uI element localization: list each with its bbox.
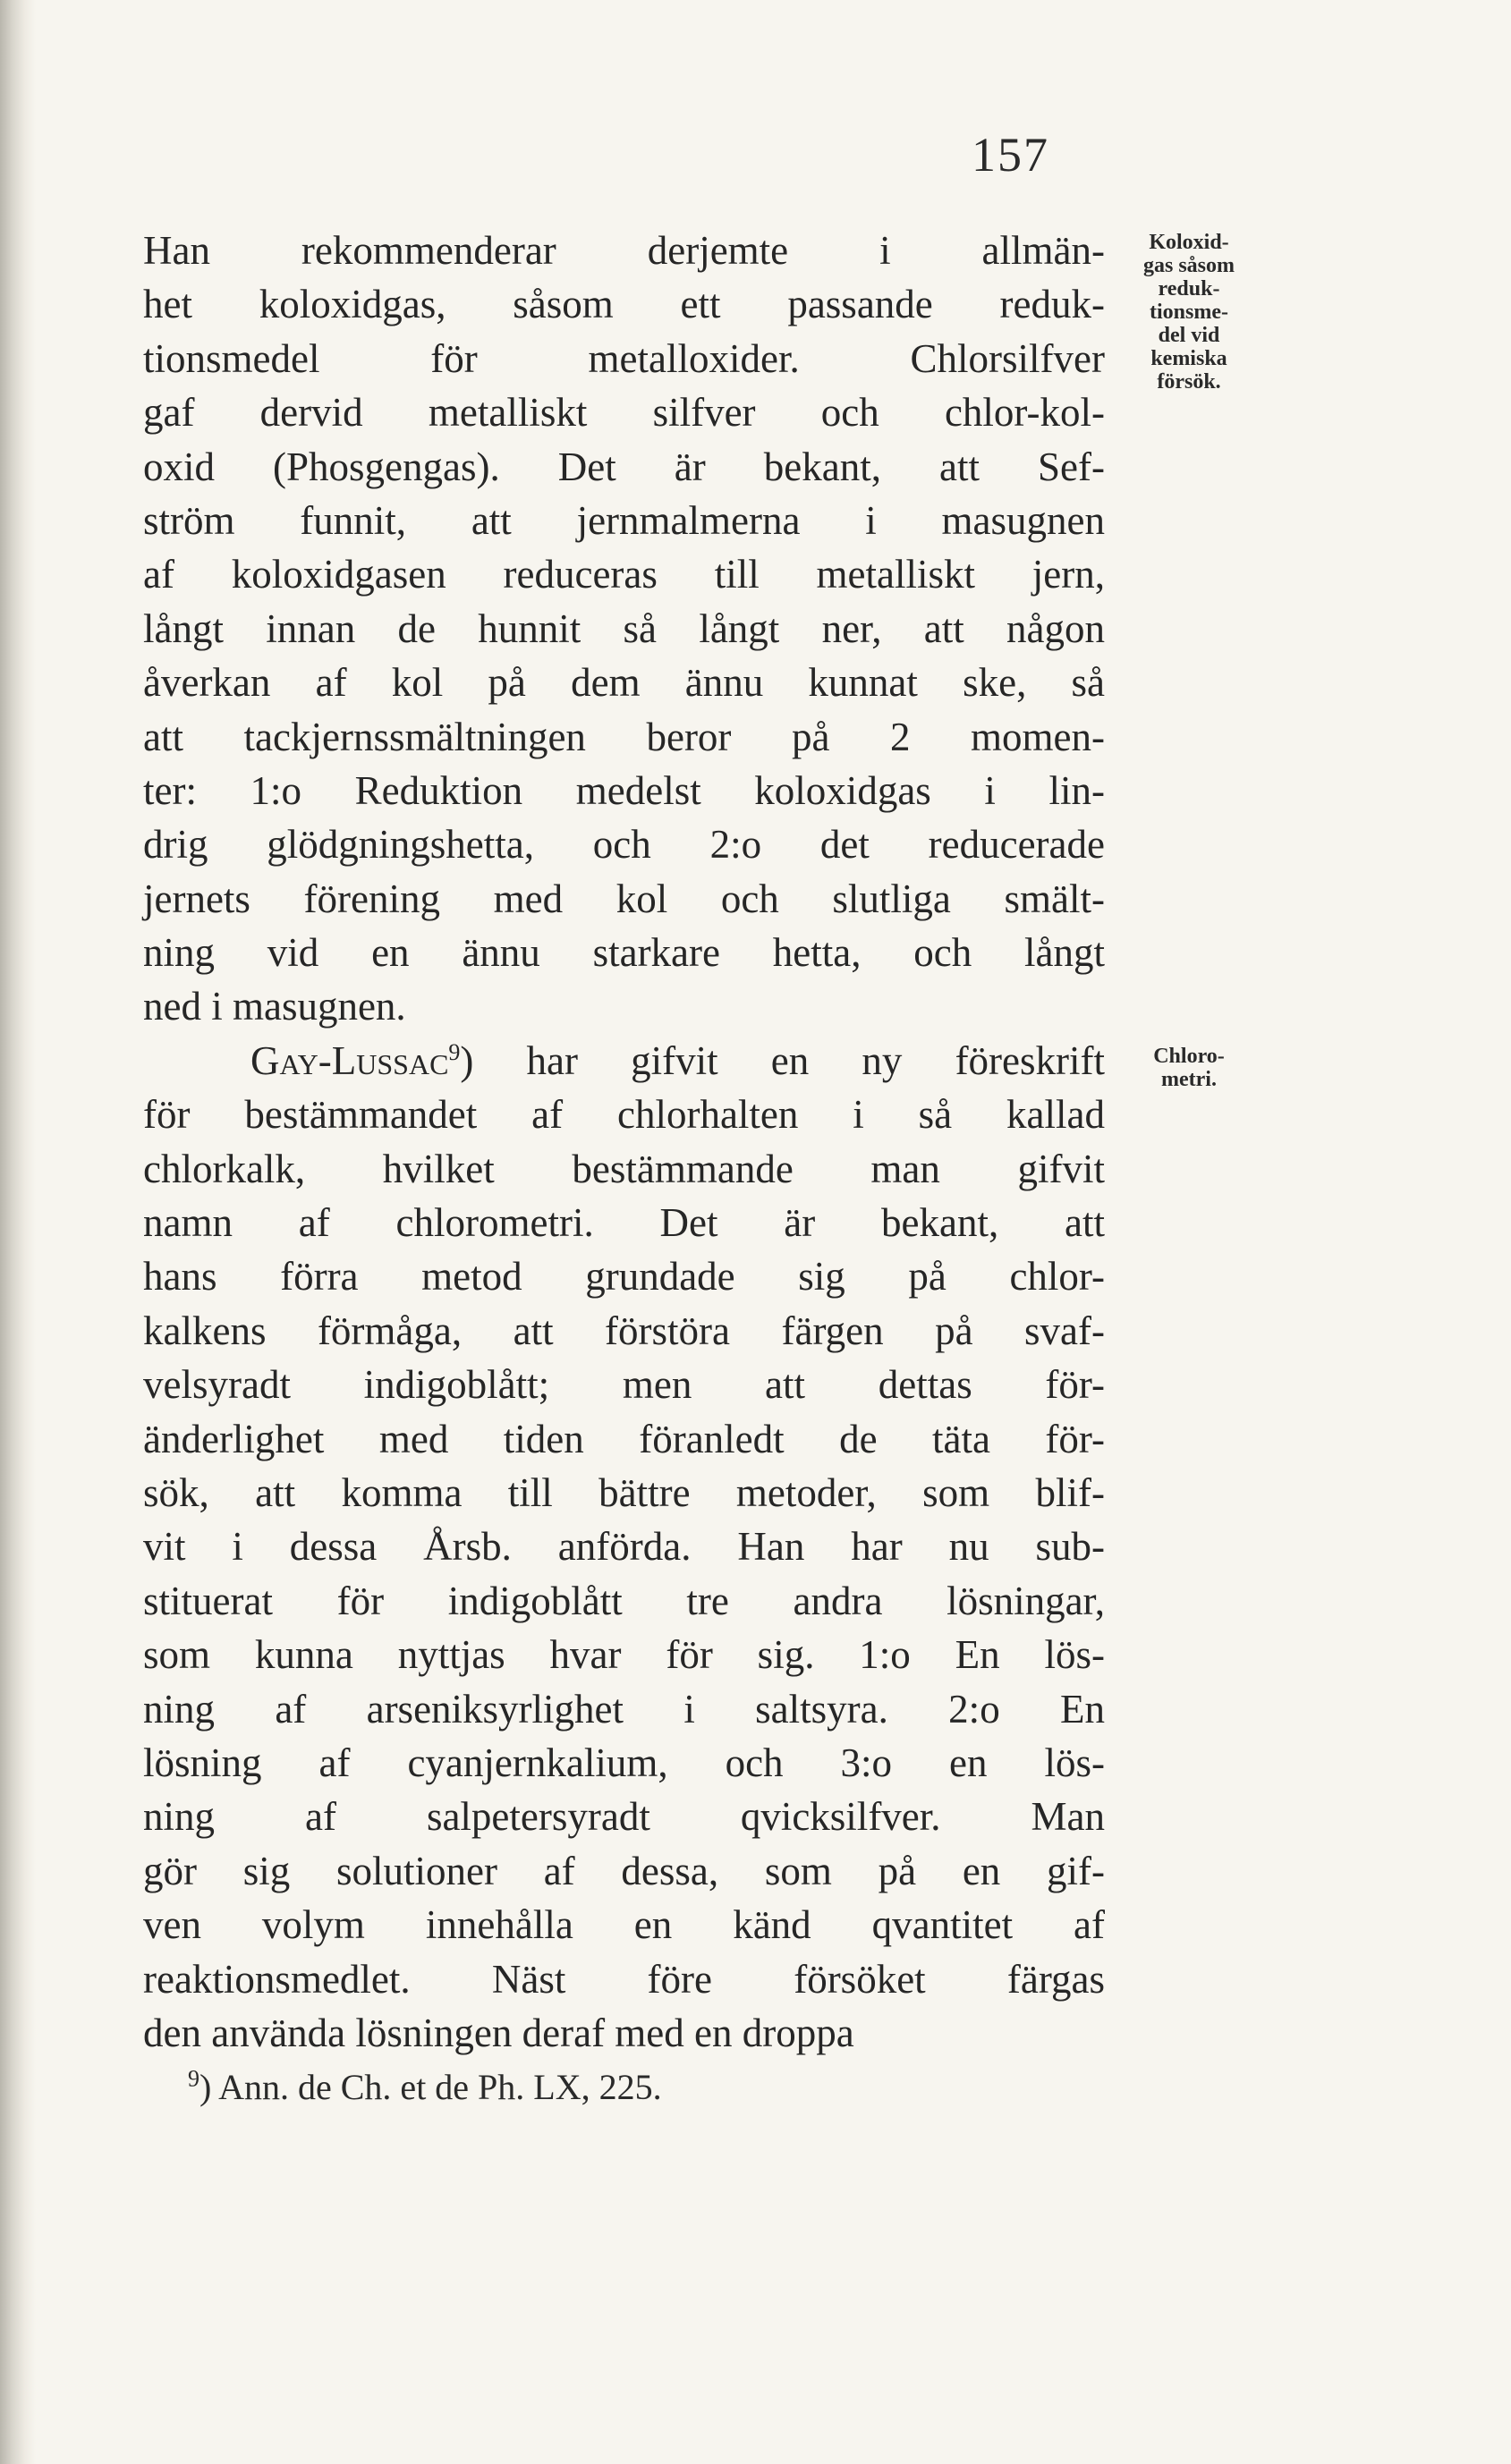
- footnote-marker: 9: [188, 2065, 199, 2092]
- text-line: att tackjernssmältningen beror på 2 momen-: [143, 714, 1105, 759]
- text-line: åverkan af kol på dem ännu kunnat ske, så: [143, 660, 1105, 706]
- footnote-reference: 9: [448, 1038, 461, 1065]
- text-line: ning af arseniksyrlighet i saltsyra. 2:o En: [143, 1686, 1105, 1732]
- text-line: ning af salpetersyradt qvicksilfver. Man: [143, 1794, 1105, 1840]
- text-line: änderlighet med tiden föranledt de täta för-: [143, 1416, 1105, 1461]
- text-line: gaf dervid metalliskt silfver och chlor-kol-: [143, 390, 1105, 436]
- text-line: ning vid en ännu starkare hetta, och långt: [143, 930, 1105, 976]
- margin-note-line: reduk-: [1158, 277, 1220, 301]
- margin-note-line: metri.: [1161, 1068, 1217, 1091]
- author-name: Gay-Lussac: [250, 1037, 449, 1083]
- margin-note-line: kemiska: [1150, 347, 1227, 370]
- text-line: het koloxidgas, såsom ett passande reduk-: [143, 282, 1105, 327]
- text-line: chlorkalk, hvilket bestämmande man gifvit: [143, 1146, 1105, 1191]
- paragraph-koloxidgas: [143, 224, 1105, 1034]
- text-line: jernets förening med kol och slutliga smält-: [143, 876, 1105, 921]
- text-line: reaktionsmedlet. Näst före försöket färgas: [143, 1956, 1105, 2002]
- text-line: för bestämmandet af chlorhalten i så kallad: [143, 1092, 1105, 1138]
- page-binding-shadow: [0, 0, 36, 2464]
- text-line: af koloxidgasen reduceras till metalliskt jern,: [143, 552, 1105, 597]
- body-text: [143, 224, 1105, 2060]
- margin-note-line: tionsme-: [1150, 301, 1228, 324]
- text-line: tionsmedel för metalloxider. Chlorsilfver: [143, 335, 1105, 381]
- text-line: gör sig solutioner af dessa, som på en gif-: [143, 1848, 1105, 1893]
- text-line: sök, att komma till bättre metoder, som blif-: [143, 1469, 1105, 1515]
- text-line: velsyradt indigoblått; men att dettas för-: [143, 1362, 1105, 1408]
- margin-note-line: Koloxid-: [1149, 231, 1229, 254]
- text-line: ned i masugnen.: [143, 984, 406, 1029]
- page-number: 157: [972, 128, 1049, 182]
- text-line: drig glödgningshetta, och 2:o det reducerade: [143, 822, 1105, 868]
- text-line: namn af chlorometri. Det är bekant, att: [143, 1200, 1105, 1246]
- text-line-lead: [143, 1034, 1105, 1088]
- text-line: stituerat för indigoblått tre andra lösningar,: [143, 1578, 1105, 1623]
- text-line: lösning af cyanjernkalium, och 3:o en lös-: [143, 1740, 1105, 1785]
- text-line: Han rekommenderar derjemte i allmän-: [143, 228, 1105, 273]
- text-line: långt innan de hunnit så långt ner, att någon: [143, 605, 1105, 651]
- text-line: den använda lösningen deraf med en droppa: [143, 2010, 854, 2055]
- paragraph-chlorometri: [143, 1034, 1105, 2060]
- text-line: vit i dessa Årsb. anförda. Han har nu sub-: [143, 1524, 1105, 1570]
- text-line: ter: 1:o Reduktion medelst koloxidgas i lin-: [143, 767, 1105, 813]
- footnote-text: ) Ann. de Ch. et de Ph. LX, 225.: [199, 2067, 662, 2107]
- margin-note-line: gas såsom: [1142, 254, 1235, 277]
- footnote: [188, 2066, 662, 2108]
- margin-note-line: försök.: [1157, 370, 1221, 394]
- text-line: ven volym innehålla en känd qvantitet af: [143, 1902, 1105, 1948]
- text-line: hans förra metod grundade sig på chlor-: [143, 1254, 1105, 1300]
- lead-text: ) har gifvit en ny föreskrift: [460, 1037, 1105, 1083]
- text-line: oxid (Phosgengas). Det är bekant, att Sef-: [143, 444, 1105, 489]
- margin-note-chlorometri: [1113, 1045, 1265, 1091]
- margin-note-line: Chloro-: [1153, 1045, 1225, 1068]
- text-line: ström funnit, att jernmalmerna i masugnen: [143, 497, 1105, 543]
- margin-note-line: del vid: [1158, 324, 1220, 347]
- text-line: kalkens förmåga, att förstöra färgen på svaf-: [143, 1308, 1105, 1353]
- text-line: som kunna nyttjas hvar för sig. 1:o En lös-: [143, 1632, 1105, 1678]
- margin-note-koloxidgas: [1113, 231, 1265, 394]
